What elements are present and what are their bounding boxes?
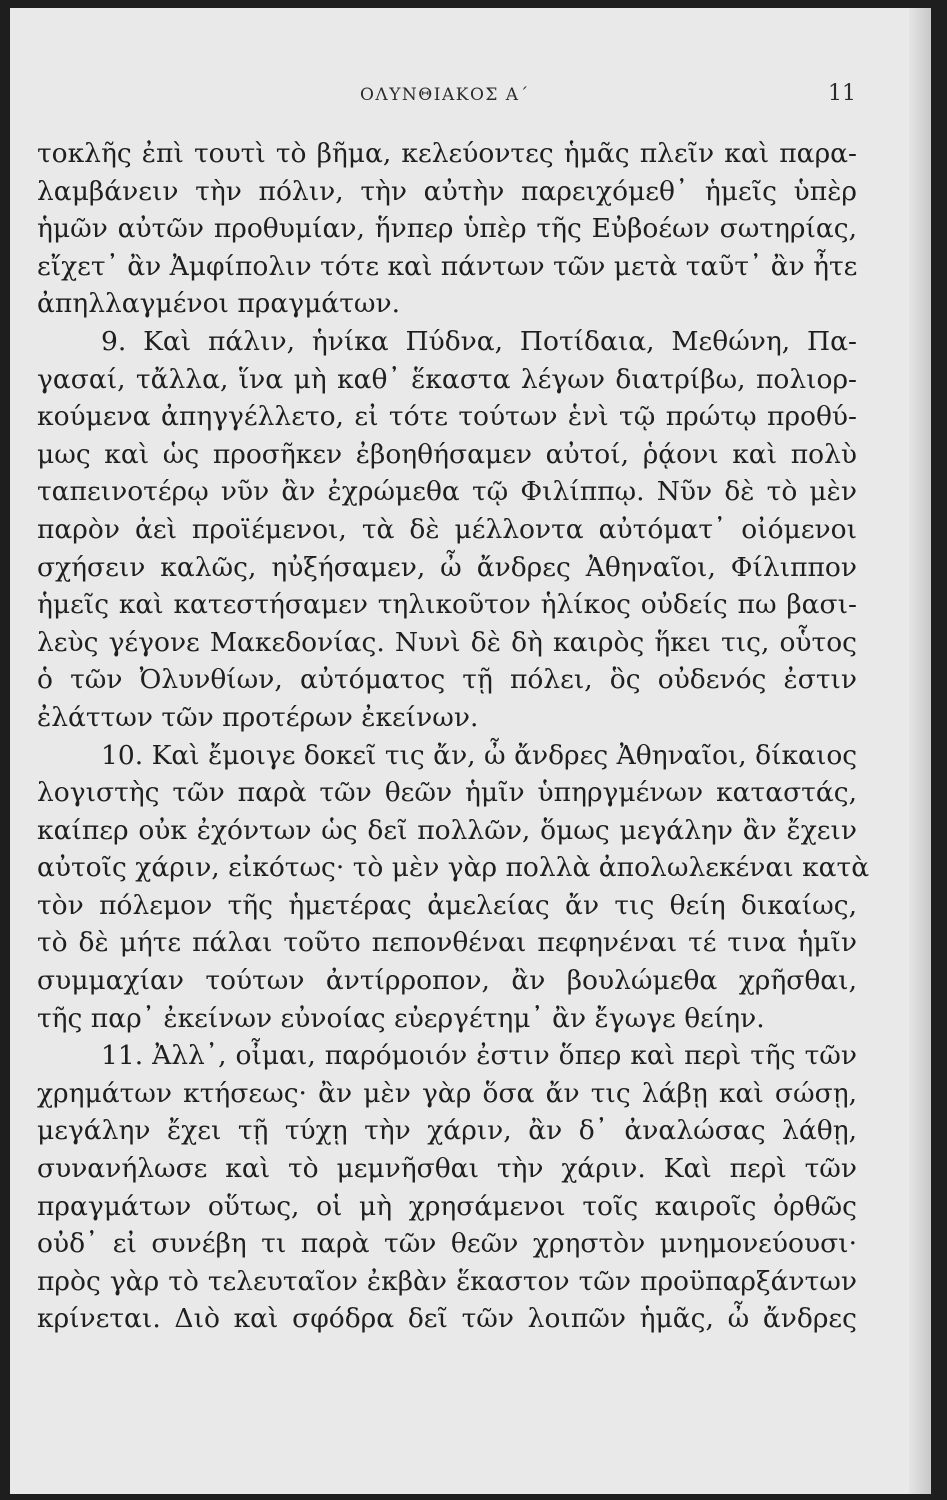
- text-line: ἡμῶν αὐτῶν προθυμίαν, ἥνπερ ὑπὲρ τῆς Εὐβοέων σωτηρίας,: [37, 213, 857, 245]
- page-header: [10, 81, 931, 115]
- text-line: κρίνεται. Διὸ καὶ σφόδρα δεῖ τῶν λοιπῶν ἡμᾶς, ὦ ἄνδρες: [37, 1303, 857, 1335]
- running-title: ΟΛΥΝΘΙΑΚΟΣ Α΄: [360, 85, 530, 105]
- text-line: λεὺς γέγονε Μακεδονίας. Νυνὶ δὲ δὴ καιρὸς ἥκει τις, οὗτος: [37, 626, 857, 658]
- text-line: τῆς παρ᾿ ἐκείνων εὐνοίας εὐεργέτημ᾿ ἂν ἔγωγε θείην.: [37, 1002, 765, 1034]
- text-line: 9. Καὶ πάλιν, ἡνίκα Πύδνα, Ποτίδαια, Μεθώνη, Πα-: [101, 325, 857, 357]
- text-line: 11. Ἀλλ᾿, οἶμαι, παρόμοιόν ἐστιν ὅπερ καὶ περὶ τῆς τῶν: [101, 1040, 857, 1072]
- text-line: αὐτοῖς χάριν, εἰκότως· τὸ μὲν γὰρ πολλὰ ἀπολωλεκέναι κατὰ: [37, 852, 870, 884]
- text-line: τὸν πόλεμον τῆς ἡμετέρας ἀμελείας ἄν τις θείη δικαίως,: [37, 889, 857, 921]
- text-line: καίπερ οὐκ ἐχόντων ὡς δεῖ πολλῶν, ὅμως μεγάλην ἂν ἔχειν: [37, 814, 857, 846]
- text-line: συνανήλωσε καὶ τὸ μεμνῆσθαι τὴν χάριν. Καὶ περὶ τῶν: [37, 1153, 857, 1185]
- text-line: λαμβάνειν τὴν πόλιν, τὴν αὐτὴν παρειχόμεθ᾿ ἡμεῖς ὑπὲρ: [37, 175, 857, 207]
- text-line: 10. Καὶ ἔμοιγε δοκεῖ τις ἄν, ὦ ἄνδρες Ἀθηναῖοι, δίκαιος: [101, 739, 858, 771]
- text-line: ὁ τῶν Ὀλυνθίων, αὐτόματος τῇ πόλει, ὃς οὐδενός ἐστιν: [37, 664, 857, 696]
- text-line: λογιστὴς τῶν παρὰ τῶν θεῶν ἡμῖν ὑπηργμένων καταστάς,: [37, 777, 857, 809]
- text-line: μεγάλην ἔχει τῇ τύχῃ τὴν χάριν, ἂν δ᾿ ἀναλώσας λάθῃ,: [37, 1115, 857, 1147]
- book-page: [10, 8, 931, 1494]
- text-line: παρὸν ἀεὶ προϊέμενοι, τὰ δὲ μέλλοντα αὐτόματ᾿ οἰόμενοι: [37, 513, 857, 545]
- text-line: μως καὶ ὡς προσῆκεν ἐβοηθήσαμεν αὐτοί, ῥᾴονι καὶ πολὺ: [37, 438, 857, 470]
- page-number: 11: [828, 81, 856, 106]
- text-line: κούμενα ἀπηγγέλλετο, εἰ τότε τούτων ἑνὶ τῷ πρώτῳ προθύ-: [37, 401, 857, 433]
- text-line: ἐλάττων τῶν προτέρων ἐκείνων.: [37, 701, 479, 733]
- page-spine-shadow: [909, 8, 931, 1494]
- text-line: πραγμάτων οὕτως, οἱ μὴ χρησάμενοι τοῖς καιροῖς ὀρθῶς: [37, 1190, 857, 1222]
- text-line: τὸ δὲ μήτε πάλαι τοῦτο πεπονθέναι πεφηνέναι τέ τινα ἡμῖν: [37, 927, 857, 959]
- text-line: οὐδ᾿ εἰ συνέβη τι παρὰ τῶν θεῶν χρηστὸν μνημονεύουσι·: [37, 1228, 857, 1260]
- body-text: [37, 135, 870, 1338]
- text-line: εἴχετ᾿ ἂν Ἀμφίπολιν τότε καὶ πάντων τῶν μετὰ ταῦτ᾿ ἂν ἦτε: [37, 250, 858, 282]
- text-line: ἡμεῖς καὶ κατεστήσαμεν τηλικοῦτον ἡλίκος οὐδείς πω βασι-: [37, 589, 857, 621]
- text-line: χρημάτων κτήσεως· ἂν μὲν γὰρ ὅσα ἄν τις λάβῃ καὶ σώσῃ,: [37, 1077, 857, 1109]
- text-line: συμμαχίαν τούτων ἀντίρροπον, ἂν βουλώμεθα χρῆσθαι,: [37, 965, 857, 997]
- text-line: ταπεινοτέρῳ νῦν ἂν ἐχρώμεθα τῷ Φιλίππῳ. Νῦν δὲ τὸ μὲν: [37, 476, 857, 508]
- text-line: πρὸς γὰρ τὸ τελευταῖον ἐκβὰν ἕκαστον τῶν προϋπαρξάντων: [37, 1265, 857, 1297]
- text-line: ἀπηλλαγμένοι πραγμάτων.: [37, 288, 400, 320]
- text-line: σχήσειν καλῶς, ηὐξήσαμεν, ὦ ἄνδρες Ἀθηναῖοι, Φίλιππον: [37, 551, 857, 583]
- text-line: γασαί, τἄλλα, ἵνα μὴ καθ᾿ ἕκαστα λέγων διατρίβω, πολιορ-: [37, 363, 857, 395]
- text-line: τοκλῆς ἐπὶ τουτὶ τὸ βῆμα, κελεύοντες ἡμᾶς πλεῖν καὶ παρα-: [37, 138, 857, 169]
